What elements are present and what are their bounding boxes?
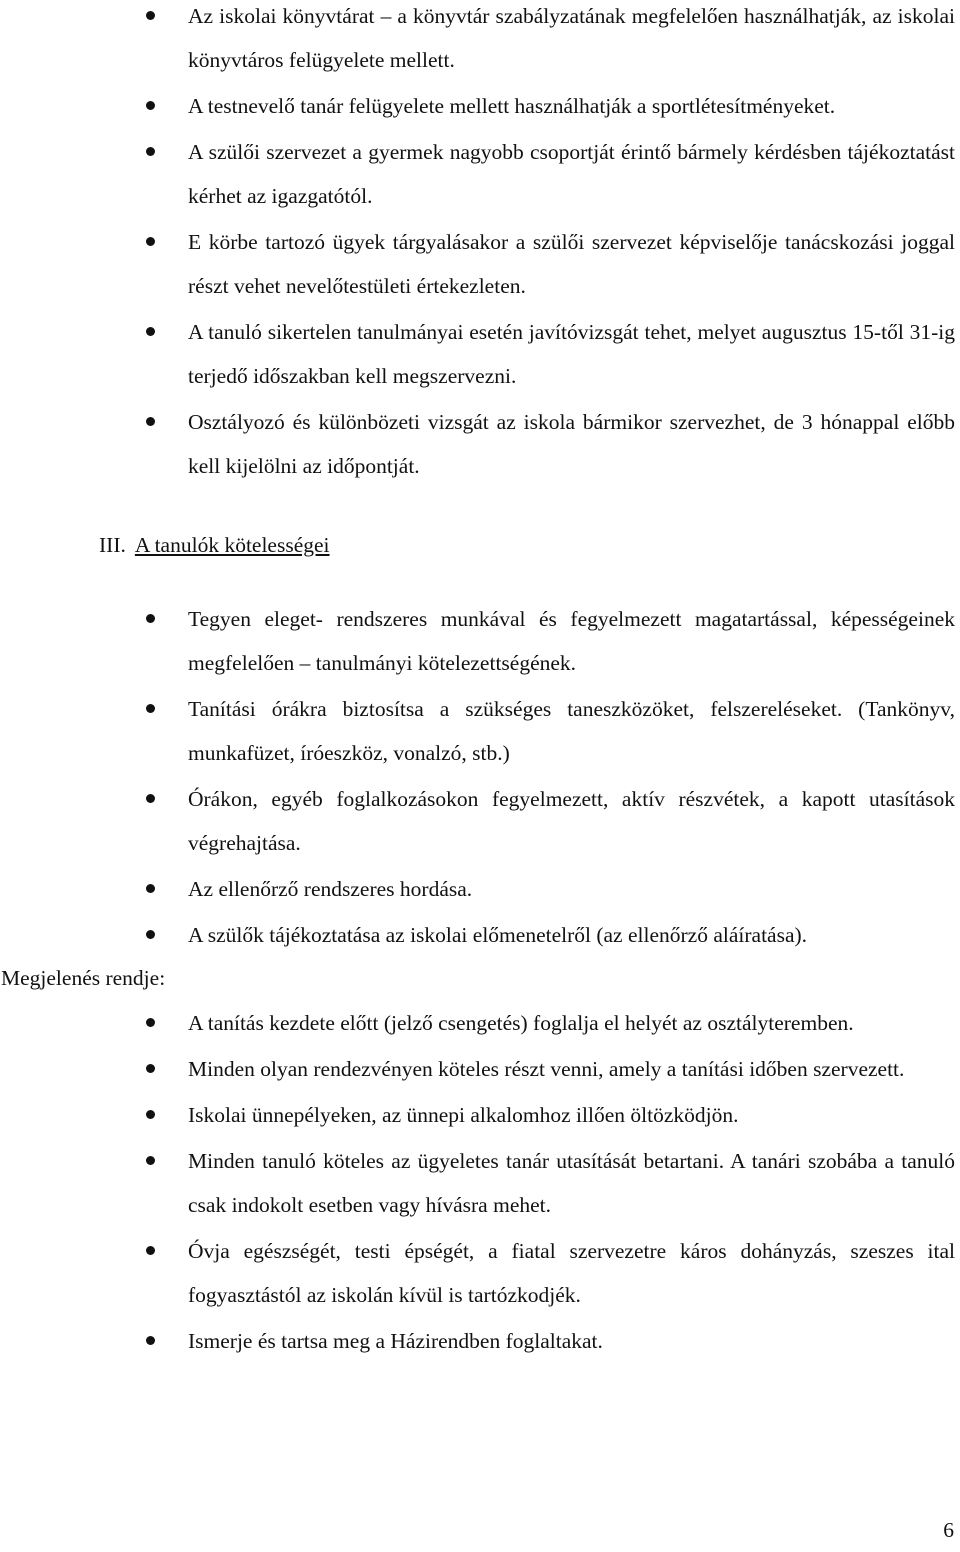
list-item [0, 220, 960, 308]
section-heading [99, 523, 330, 567]
list-item-text: Minden tanuló köteles az ügyeletes tanár utasítását betartani. A tanári szobába a tanuló csak indokolt esetben vagy hívásra mehet. [188, 1149, 955, 1217]
bullet-icon [146, 884, 155, 893]
section-number: III. [99, 533, 126, 557]
list-item [0, 400, 960, 488]
list-item [0, 597, 960, 685]
bullet-icon [146, 101, 155, 110]
list-item-text: A tanítás kezdete előtt (jelző csengetés) foglalja el helyét az osztályteremben. [188, 1011, 854, 1035]
list-item [0, 777, 960, 865]
bullet-icon [146, 237, 155, 246]
bullet-icon [146, 1110, 155, 1119]
list-item-text: A testnevelő tanár felügyelete mellett használhatják a sportlétesítményeket. [188, 94, 836, 118]
list-item [0, 1139, 960, 1227]
appearance-heading: Megjelenés rendje: [1, 966, 166, 990]
list-item [0, 1001, 960, 1045]
rights-list [0, 0, 960, 488]
section-title: A tanulók kötelességei [134, 533, 330, 557]
bullet-icon [146, 704, 155, 713]
list-item-text: A szülői szervezet a gyermek nagyobb csoportját érintő bármely kérdésben tájékoztatást kérhet az igazgatótól. [188, 140, 955, 208]
bullet-icon [146, 1156, 155, 1165]
list-item [0, 130, 960, 218]
list-item-text: A tanuló sikertelen tanulmányai esetén javítóvizsgát tehet, melyet augusztus 15-től 31-ig terjedő időszakban kell megszervezni. [188, 320, 955, 388]
bullet-icon [146, 794, 155, 803]
list-item-text: Az iskolai könyvtárat – a könyvtár szabályzatának megfelelően használhatják, az iskolai könyvtáros felügyelete mellett. [188, 4, 955, 72]
list-item-text: Iskolai ünnepélyeken, az ünnepi alkalomhoz illően öltözködjön. [188, 1103, 739, 1127]
bullet-icon [146, 147, 155, 156]
list-item-text: Tanítási órákra biztosítsa a szükséges taneszközöket, felszereléseket. (Tankönyv, munkafüzet, íróeszköz, vonalzó, stb.) [188, 697, 955, 765]
list-item [0, 913, 960, 957]
appearance-list [0, 1001, 960, 1363]
list-item-text: Ismerje és tartsa meg a Házirendben foglaltakat. [188, 1329, 603, 1353]
list-item [0, 1047, 960, 1091]
list-item [0, 1319, 960, 1363]
list-item [0, 867, 960, 911]
bullet-icon [146, 1246, 155, 1255]
list-item-text: E körbe tartozó ügyek tárgyalásakor a szülői szervezet képviselője tanácskozási joggal részt vehet nevelőtestületi értekezleten. [188, 230, 955, 298]
list-item [0, 0, 960, 82]
bullet-icon [146, 1064, 155, 1073]
list-item-text: Órákon, egyéb foglalkozásokon fegyelmezett, aktív részvétek, a kapott utasítások végrehajtása. [188, 787, 955, 855]
bullet-icon [146, 327, 155, 336]
page-number: 6 [943, 1518, 954, 1542]
bullet-icon [146, 1018, 155, 1027]
list-item-text: Az ellenőrző rendszeres hordása. [188, 877, 473, 901]
list-item [0, 687, 960, 775]
list-item [0, 1093, 960, 1137]
bullet-icon [146, 1336, 155, 1345]
list-item-text: A szülők tájékoztatása az iskolai előmenetelről (az ellenőrző aláíratása). [188, 923, 808, 947]
bullet-icon [146, 930, 155, 939]
bullet-icon [146, 11, 155, 20]
list-item-text: Minden olyan rendezvényen köteles részt venni, amely a tanítási időben szervezett. [188, 1057, 905, 1081]
list-item [0, 84, 960, 128]
bullet-icon [146, 614, 155, 623]
list-item-text: Osztályozó és különbözeti vizsgát az iskola bármikor szervezhet, de 3 hónappal előbb kell kijelölni az időpontját. [188, 410, 955, 478]
list-item-text: Tegyen eleget- rendszeres munkával és fegyelmezett magatartással, képességeinek megfelelően – tanulmányi kötelezettségének. [188, 607, 955, 675]
bullet-icon [146, 417, 155, 426]
list-item-text: Óvja egészségét, testi épségét, a fiatal szervezetre káros dohányzás, szeszes ital fogyasztástól az iskolán kívül is tartózkodjék. [188, 1239, 955, 1307]
list-item [0, 1229, 960, 1317]
duties-list [0, 597, 960, 957]
list-item [0, 310, 960, 398]
